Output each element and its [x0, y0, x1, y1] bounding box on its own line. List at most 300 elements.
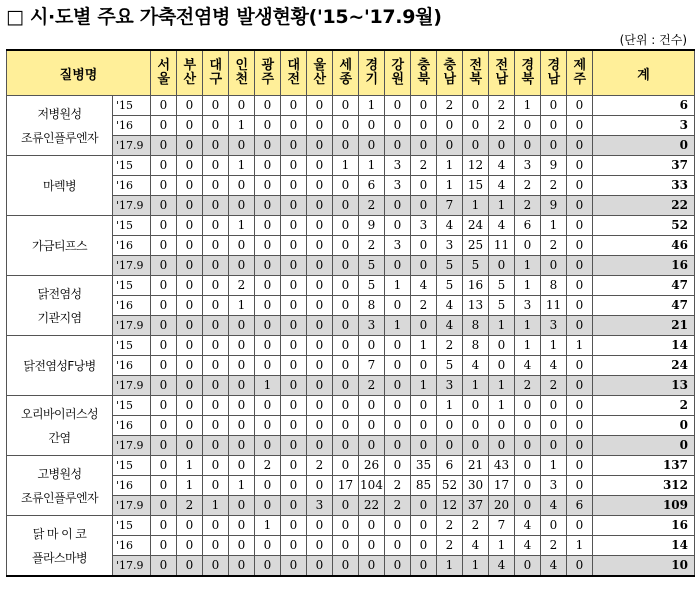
value-cell: 1 [463, 376, 489, 396]
value-cell: 0 [151, 176, 177, 196]
value-cell: 3 [437, 376, 463, 396]
value-cell: 0 [203, 96, 229, 116]
disease-name [7, 216, 113, 276]
value-cell: 1 [515, 96, 541, 116]
header-region-label: 경기 [365, 58, 379, 87]
value-cell: 25 [463, 236, 489, 256]
value-cell: 0 [281, 436, 307, 456]
value-cell: 1 [437, 156, 463, 176]
value-cell: 8 [463, 336, 489, 356]
value-cell: 4 [515, 516, 541, 536]
value-cell: 3 [541, 476, 567, 496]
value-cell: 0 [411, 96, 437, 116]
header-region-label: 제주 [573, 58, 587, 87]
value-cell: 0 [515, 396, 541, 416]
value-cell: 2 [515, 376, 541, 396]
value-cell: 4 [541, 496, 567, 516]
value-cell: 0 [177, 536, 203, 556]
value-cell: 0 [177, 396, 203, 416]
value-cell: 0 [281, 196, 307, 216]
disease-name [7, 456, 113, 516]
value-cell: 0 [333, 216, 359, 236]
value-cell: 0 [177, 96, 203, 116]
value-cell: 0 [281, 316, 307, 336]
value-cell: 2 [541, 536, 567, 556]
value-cell: 1 [411, 376, 437, 396]
value-cell: 0 [567, 376, 593, 396]
value-cell: 6 [515, 216, 541, 236]
value-cell: 1 [515, 276, 541, 296]
page-title: □ 시·도별 주요 가축전염병 발생현황('15~'17.9월) [6, 6, 442, 28]
value-cell: 1 [255, 516, 281, 536]
value-cell: 1 [489, 396, 515, 416]
value-cell: 0 [203, 316, 229, 336]
value-cell: 0 [203, 176, 229, 196]
total-cell: 14 [593, 536, 695, 556]
value-cell: 0 [333, 116, 359, 136]
value-cell: 0 [151, 236, 177, 256]
value-cell: 1 [229, 116, 255, 136]
value-cell: 2 [385, 496, 411, 516]
value-cell: 0 [229, 536, 255, 556]
value-cell: 1 [177, 476, 203, 496]
value-cell: 1 [359, 96, 385, 116]
value-cell: 0 [567, 176, 593, 196]
value-cell: 0 [203, 276, 229, 296]
value-cell: 0 [567, 276, 593, 296]
value-cell: 0 [385, 196, 411, 216]
value-cell: 0 [177, 556, 203, 577]
value-cell: 0 [307, 556, 333, 577]
value-cell: 0 [281, 296, 307, 316]
value-cell: 3 [411, 216, 437, 236]
value-cell: 17 [489, 476, 515, 496]
value-cell: 11 [489, 236, 515, 256]
value-cell: 0 [281, 456, 307, 476]
table-row [7, 96, 695, 116]
value-cell: 0 [359, 136, 385, 156]
value-cell: 0 [567, 136, 593, 156]
value-cell: 0 [177, 236, 203, 256]
value-cell: 1 [567, 336, 593, 356]
value-cell: 0 [307, 336, 333, 356]
total-cell: 2 [593, 396, 695, 416]
value-cell: 1 [359, 156, 385, 176]
value-cell: 0 [151, 116, 177, 136]
value-cell: 0 [229, 396, 255, 416]
disease-name [7, 396, 113, 456]
value-cell: 0 [229, 96, 255, 116]
value-cell: 0 [203, 356, 229, 376]
value-cell: 0 [307, 296, 333, 316]
value-cell: 26 [359, 456, 385, 476]
value-cell: 2 [307, 456, 333, 476]
value-cell: 5 [437, 256, 463, 276]
value-cell: 0 [307, 256, 333, 276]
value-cell: 0 [255, 476, 281, 496]
value-cell: 1 [515, 336, 541, 356]
value-cell: 0 [359, 116, 385, 136]
value-cell: 0 [281, 336, 307, 356]
total-cell: 22 [593, 196, 695, 216]
value-cell: 0 [177, 416, 203, 436]
value-cell: 0 [333, 416, 359, 436]
value-cell: 0 [281, 476, 307, 496]
header-region-label: 부산 [183, 58, 197, 87]
value-cell: 0 [515, 236, 541, 256]
value-cell: 0 [151, 396, 177, 416]
disease-name-line: 저병원성 [37, 106, 82, 121]
value-cell: 7 [359, 356, 385, 376]
value-cell: 0 [385, 396, 411, 416]
value-cell: 0 [515, 556, 541, 577]
value-cell: 0 [307, 476, 333, 496]
value-cell: 0 [359, 416, 385, 436]
value-cell: 0 [151, 336, 177, 356]
value-cell: 0 [151, 156, 177, 176]
year-cell: '17.9 [113, 496, 151, 516]
value-cell: 0 [411, 496, 437, 516]
header-region-label: 충북 [417, 58, 431, 87]
header-region-label: 강원 [391, 58, 405, 87]
value-cell: 0 [177, 316, 203, 336]
value-cell: 0 [437, 416, 463, 436]
value-cell: 0 [281, 496, 307, 516]
value-cell: 1 [385, 316, 411, 336]
total-cell: 16 [593, 516, 695, 536]
value-cell: 0 [177, 116, 203, 136]
value-cell: 0 [515, 416, 541, 436]
disease-name-line: 가금티프스 [32, 238, 87, 253]
value-cell: 0 [541, 436, 567, 456]
value-cell: 0 [281, 136, 307, 156]
value-cell: 0 [359, 556, 385, 577]
year-cell: '16 [113, 296, 151, 316]
value-cell: 0 [281, 276, 307, 296]
header-region-label: 전남 [495, 58, 509, 87]
value-cell: 0 [333, 276, 359, 296]
table-row [7, 216, 695, 236]
header-region-label: 광주 [261, 58, 275, 87]
header-region-label: 세종 [339, 58, 353, 87]
disease-name-line: 닭전염성 [37, 286, 82, 301]
value-cell: 0 [307, 136, 333, 156]
value-cell: 12 [437, 496, 463, 516]
value-cell: 0 [255, 276, 281, 296]
value-cell: 0 [567, 216, 593, 236]
value-cell: 0 [177, 176, 203, 196]
value-cell: 1 [437, 396, 463, 416]
value-cell: 0 [177, 216, 203, 236]
value-cell: 0 [177, 276, 203, 296]
value-cell: 0 [385, 456, 411, 476]
value-cell: 0 [229, 436, 255, 456]
value-cell: 2 [489, 116, 515, 136]
value-cell: 0 [541, 96, 567, 116]
value-cell: 0 [307, 516, 333, 536]
value-cell: 0 [489, 436, 515, 456]
value-cell: 0 [385, 416, 411, 436]
value-cell: 43 [489, 456, 515, 476]
value-cell: 0 [255, 236, 281, 256]
value-cell: 0 [229, 336, 255, 356]
total-cell: 0 [593, 416, 695, 436]
year-cell: '17.9 [113, 556, 151, 577]
value-cell: 0 [411, 136, 437, 156]
value-cell: 5 [489, 276, 515, 296]
value-cell: 0 [333, 376, 359, 396]
disease-name [7, 276, 113, 336]
value-cell: 0 [567, 156, 593, 176]
disease-name-line: 기관지염 [37, 310, 82, 325]
value-cell: 0 [151, 536, 177, 556]
value-cell: 0 [411, 176, 437, 196]
value-cell: 0 [203, 456, 229, 476]
value-cell: 2 [255, 456, 281, 476]
header-total: 계 [593, 50, 695, 96]
value-cell: 0 [567, 436, 593, 456]
value-cell: 0 [255, 296, 281, 316]
value-cell: 9 [541, 196, 567, 216]
value-cell: 1 [541, 456, 567, 476]
header-region [411, 50, 437, 96]
value-cell: 0 [281, 536, 307, 556]
header-region [177, 50, 203, 96]
value-cell: 0 [411, 416, 437, 436]
value-cell: 0 [177, 356, 203, 376]
disease-name-line: 고병원성 [37, 466, 82, 481]
table-row [7, 156, 695, 176]
value-cell: 0 [541, 116, 567, 136]
value-cell: 1 [229, 216, 255, 236]
value-cell: 0 [151, 496, 177, 516]
value-cell: 0 [307, 196, 333, 216]
value-cell: 0 [281, 96, 307, 116]
value-cell: 0 [411, 236, 437, 256]
total-cell: 109 [593, 496, 695, 516]
header-region [463, 50, 489, 96]
value-cell: 17 [333, 476, 359, 496]
disease-name-line: 조류인플루엔자 [21, 490, 98, 505]
value-cell: 1 [515, 316, 541, 336]
value-cell: 0 [255, 356, 281, 376]
table-row [7, 396, 695, 416]
value-cell: 0 [489, 356, 515, 376]
table-row [7, 516, 695, 536]
value-cell: 0 [359, 536, 385, 556]
value-cell: 0 [333, 176, 359, 196]
value-cell: 1 [489, 536, 515, 556]
value-cell: 3 [359, 316, 385, 336]
value-cell: 0 [229, 316, 255, 336]
value-cell: 1 [489, 376, 515, 396]
value-cell: 3 [437, 236, 463, 256]
value-cell: 5 [437, 276, 463, 296]
year-cell: '17.9 [113, 316, 151, 336]
value-cell: 2 [229, 276, 255, 296]
value-cell: 3 [385, 236, 411, 256]
value-cell: 0 [203, 116, 229, 136]
value-cell: 1 [541, 336, 567, 356]
year-cell: '15 [113, 276, 151, 296]
value-cell: 0 [411, 196, 437, 216]
value-cell: 0 [515, 496, 541, 516]
year-cell: '15 [113, 216, 151, 236]
table-row [7, 276, 695, 296]
value-cell: 0 [281, 376, 307, 396]
value-cell: 0 [151, 296, 177, 316]
value-cell: 13 [463, 296, 489, 316]
value-cell: 0 [307, 416, 333, 436]
value-cell: 0 [385, 256, 411, 276]
disease-name-line: 닭 마 이 코 [32, 526, 87, 541]
value-cell: 4 [489, 216, 515, 236]
disease-name [7, 336, 113, 396]
disease-name-line: 마렉병 [43, 178, 76, 193]
header-region-label: 대전 [287, 58, 301, 87]
value-cell: 0 [333, 356, 359, 376]
value-cell: 0 [567, 316, 593, 336]
value-cell: 0 [255, 536, 281, 556]
value-cell: 6 [567, 496, 593, 516]
value-cell: 0 [463, 396, 489, 416]
value-cell: 0 [359, 516, 385, 536]
year-cell: '15 [113, 96, 151, 116]
value-cell: 16 [463, 276, 489, 296]
value-cell: 0 [385, 436, 411, 456]
value-cell: 0 [489, 136, 515, 156]
value-cell: 2 [359, 236, 385, 256]
value-cell: 1 [177, 456, 203, 476]
value-cell: 0 [151, 456, 177, 476]
value-cell: 0 [229, 376, 255, 396]
value-cell: 4 [489, 556, 515, 577]
disease-name-line: 조류인플루엔자 [21, 130, 98, 145]
value-cell: 0 [567, 396, 593, 416]
value-cell: 0 [333, 316, 359, 336]
value-cell: 4 [515, 536, 541, 556]
header-region [515, 50, 541, 96]
value-cell: 0 [307, 396, 333, 416]
value-cell: 0 [515, 136, 541, 156]
value-cell: 0 [307, 96, 333, 116]
disease-name-line: 오리바이러스성 [21, 406, 98, 421]
disease-name [7, 96, 113, 156]
header-region-label: 대구 [209, 58, 223, 87]
value-cell: 8 [359, 296, 385, 316]
year-cell: '17.9 [113, 196, 151, 216]
value-cell: 0 [307, 536, 333, 556]
value-cell: 0 [151, 316, 177, 336]
value-cell: 85 [411, 476, 437, 496]
value-cell: 0 [281, 236, 307, 256]
value-cell: 0 [307, 116, 333, 136]
value-cell: 8 [541, 276, 567, 296]
total-cell: 137 [593, 456, 695, 476]
value-cell: 0 [177, 196, 203, 216]
year-cell: '17.9 [113, 136, 151, 156]
year-cell: '15 [113, 516, 151, 536]
value-cell: 0 [489, 416, 515, 436]
value-cell: 0 [307, 236, 333, 256]
value-cell: 3 [385, 156, 411, 176]
value-cell: 0 [411, 316, 437, 336]
value-cell: 0 [333, 296, 359, 316]
value-cell: 1 [463, 556, 489, 577]
value-cell: 2 [489, 96, 515, 116]
year-cell: '16 [113, 476, 151, 496]
value-cell: 104 [359, 476, 385, 496]
value-cell: 0 [177, 156, 203, 176]
value-cell: 0 [307, 156, 333, 176]
value-cell: 1 [437, 176, 463, 196]
value-cell: 0 [385, 216, 411, 236]
total-cell: 47 [593, 296, 695, 316]
value-cell: 4 [437, 296, 463, 316]
value-cell: 0 [385, 376, 411, 396]
year-cell: '16 [113, 356, 151, 376]
disease-name [7, 516, 113, 577]
value-cell: 0 [255, 556, 281, 577]
year-cell: '16 [113, 236, 151, 256]
value-cell: 2 [437, 536, 463, 556]
value-cell: 9 [359, 216, 385, 236]
value-cell: 0 [567, 96, 593, 116]
value-cell: 0 [255, 156, 281, 176]
header-region-label: 충남 [443, 58, 457, 87]
year-cell: '15 [113, 156, 151, 176]
value-cell: 1 [255, 376, 281, 396]
value-cell: 0 [151, 256, 177, 276]
value-cell: 0 [333, 436, 359, 456]
value-cell: 2 [437, 516, 463, 536]
value-cell: 2 [515, 196, 541, 216]
value-cell: 0 [463, 96, 489, 116]
value-cell: 0 [567, 296, 593, 316]
value-cell: 4 [489, 156, 515, 176]
value-cell: 0 [151, 216, 177, 236]
value-cell: 0 [177, 136, 203, 156]
value-cell: 2 [411, 296, 437, 316]
value-cell: 0 [411, 516, 437, 536]
header-region [385, 50, 411, 96]
value-cell: 0 [255, 436, 281, 456]
header-disease: 질병명 [7, 50, 151, 96]
value-cell: 1 [515, 256, 541, 276]
header-region-label: 인천 [235, 58, 249, 87]
value-cell: 0 [255, 196, 281, 216]
year-cell: '16 [113, 176, 151, 196]
value-cell: 0 [177, 516, 203, 536]
value-cell: 0 [177, 376, 203, 396]
value-cell: 0 [541, 516, 567, 536]
year-cell: '15 [113, 336, 151, 356]
value-cell: 0 [385, 136, 411, 156]
value-cell: 0 [255, 96, 281, 116]
value-cell: 0 [281, 156, 307, 176]
value-cell: 0 [385, 356, 411, 376]
table-row [7, 456, 695, 476]
total-cell: 6 [593, 96, 695, 116]
value-cell: 0 [333, 196, 359, 216]
value-cell: 5 [489, 296, 515, 316]
value-cell: 0 [203, 396, 229, 416]
value-cell: 0 [151, 556, 177, 577]
value-cell: 0 [463, 436, 489, 456]
value-cell: 0 [281, 216, 307, 236]
header-row [7, 50, 695, 96]
header-region [281, 50, 307, 96]
